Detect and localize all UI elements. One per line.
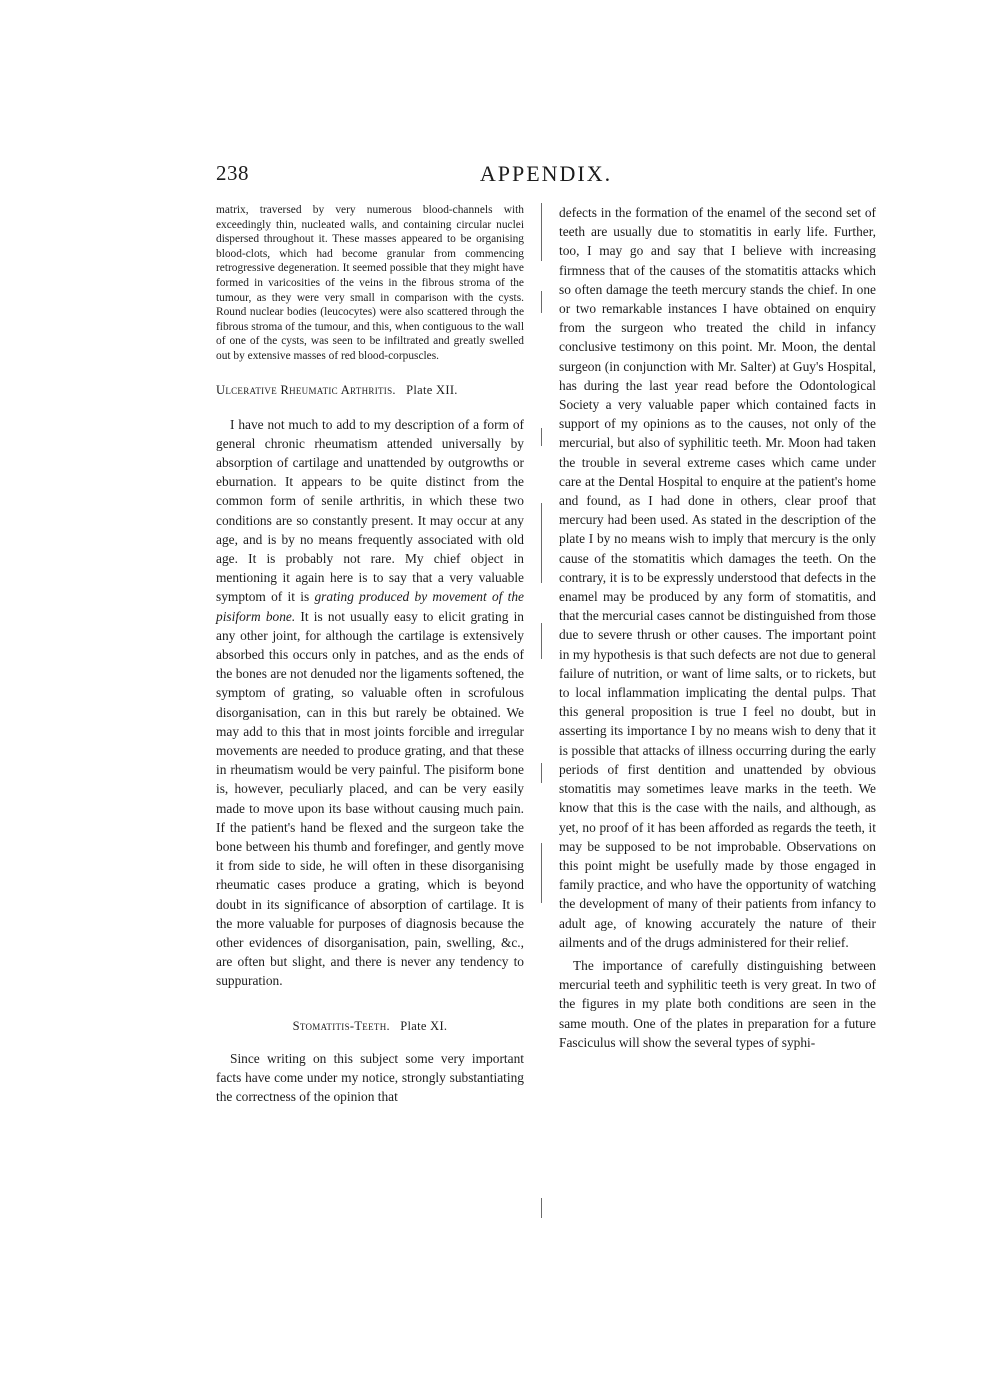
running-head: APPENDIX.: [479, 161, 613, 186]
section-heading-stomatitis: [216, 1018, 524, 1034]
arthritis-text-after: It is not usually easy to elicit grating in any other joint, for although the cartilage is extensively absorbed this occurs only in patches, and as the ends of the bones are not denuded nor the ligaments softened, the symptom of grating, so valuable often in scrofulous disorganisation, can in this but rarely be obtained. We may add to this that in most joints forcible and irregular movements are needed to produce grating, and that these in rheumatism would be very painful. The pisiform bone is, however, peculiarly placed, and can be very easily made to move upon its base without causing much pain. If the patient's hand be flexed and the surgeon take the bone between his thumb and forefinger, and gently move it from side to side, he will often in these disorganising rheumatic cases produce a grating, which is beyond doubt in its significance of absorption of cartilage. It is the more valuable for purposes of diagnosis because the other evidences of disorganisation, pain, swelling, &c., are often but slight, and there is never any tendency to suppuration.: [216, 608, 524, 989]
rule-mark: [541, 291, 542, 313]
rule-mark: [541, 203, 542, 261]
rule-mark: [541, 503, 542, 583]
left-column: [216, 203, 524, 1106]
distinguishing-paragraph: The importance of carefully distinguishing between mercurial teeth and syphilitic teeth is very great. In two of the figures in my plate both conditions are seen in the same mouth. One of the plates in preparation for a future Fasciculus will show the several types of syphi-: [559, 957, 876, 1050]
arthritis-italic-phrase: grating produced by movement of the pisiform bone.: [216, 589, 525, 624]
right-column: [559, 203, 876, 1052]
section-title-arthritis: Ulcerative Rheumatic Arthritis.: [216, 382, 396, 397]
section-heading-arthritis: [216, 382, 524, 398]
page-header: [216, 161, 876, 191]
teeth-paragraph: defects in the formation of the enamel of the second set of teeth are usually due to stomatitis in early life. Further, too, I may go and say that I believe with increasing firmness that of the causes of the stomatitis attacks which so often damage the teeth mercury stands the chief. In one or two remarkable instances I have obtained on enquiry from the surgeon who treated the child in infancy conclusive testimony on this point. Mr. Moon, the dental surgeon (in conjunction with Mr. Salter) at Guy's Hospital, has during the last year read before the Odontological Society a very valuable paper which contained facts in support of my opinions as to the causes, not only of the mercurial, but also of syphilitic teeth. Mr. Moon had taken the trouble in several extreme cases which came under care at the Dental Hospital to enquire at the patient's home and found, as I had done in others, clear proof that mercury had been used. As stated in the description of the plate I by no means wish to imply that mercury is the only cause of the stomatitis which damages the teeth. On the contrary, it is to be expressly understood that defects in the enamel may be produced by any form of stomatitis, and that the mercurial cases cannot be distinguished from those due to severe thrush or other causes. The important point in my hypothesis is that such defects are not due to general failure of nutrition, or want of lime salts, or to rickets, but to local inflammation implicating the dental pulps. That this general proposition is true I feel no doubt, but in asserting its importance I by no means wish to deny that it is possible that attacks of illness occurring during the early periods of first dentition and unattended by obvious stomatitis may sometimes leave marks in the teeth. We know that this is the case with the nails, and although, as yet, no proof of it has been afforded as regards the teeth, it may be supposed to be not improbable. Observations on this point might be usefully made by those engaged in family practice, and who have the opportunity of watching the development of many of their patients from infancy to adult age, of knowing accurately the nature of their ailments and of the drugs administered for their relief.: [559, 205, 876, 950]
plate-ref-xi: Plate XI.: [400, 1018, 448, 1033]
rule-mark: [541, 843, 542, 903]
arthritis-text-before: I have not much to add to my description of a form of general chronic rheumatism attended universally by absorption of cartilage and unattended by outgrowths or eburnation. It appears to be quite distinct from the common form of senile arthritis, in which these two conditions are so constantly present. It may occur at any age, and is by no means frequently associated with old age. It is probably not rare. My chief object in mentioning it again here is to say that a very valuable symptom of it is: [216, 416, 524, 605]
page-number: 238: [216, 161, 249, 185]
stomatitis-paragraph: Since writing on this subject some very important facts have come under my notice, strongly substantiating the correctness of the opinion that: [216, 1050, 524, 1105]
rule-mark: [541, 428, 542, 446]
continuation-paragraph: matrix, traversed by very numerous blood-channels with exceedingly thin, nucleated walls, and containing circular nuclei dispersed throughout it. These masses appeared to be organising blood-clots, which had become granular from commencing retrogressive degeneration. It seemed possible that they might have formed in varicosities of the veins in the fibrous stroma of the tumour, as they were very small in comparison with the cysts. Round nuclear bodies (leucocytes) were also scattered through the fibrous stroma of the tumour, and this, when contiguous to the wall of one of the cysts, was seen to be infiltrated and greatly swelled out by extensive masses of red blood-corpuscles.: [216, 204, 524, 362]
column-rule-marks: [539, 203, 547, 1223]
plate-ref-xii: Plate XII.: [406, 382, 458, 397]
rule-mark: [541, 623, 542, 659]
rule-mark: [541, 1198, 542, 1218]
rule-mark: [541, 763, 542, 783]
section-title-stomatitis: Stomatitis-Teeth.: [292, 1018, 390, 1033]
arthritis-paragraph: [216, 415, 524, 991]
